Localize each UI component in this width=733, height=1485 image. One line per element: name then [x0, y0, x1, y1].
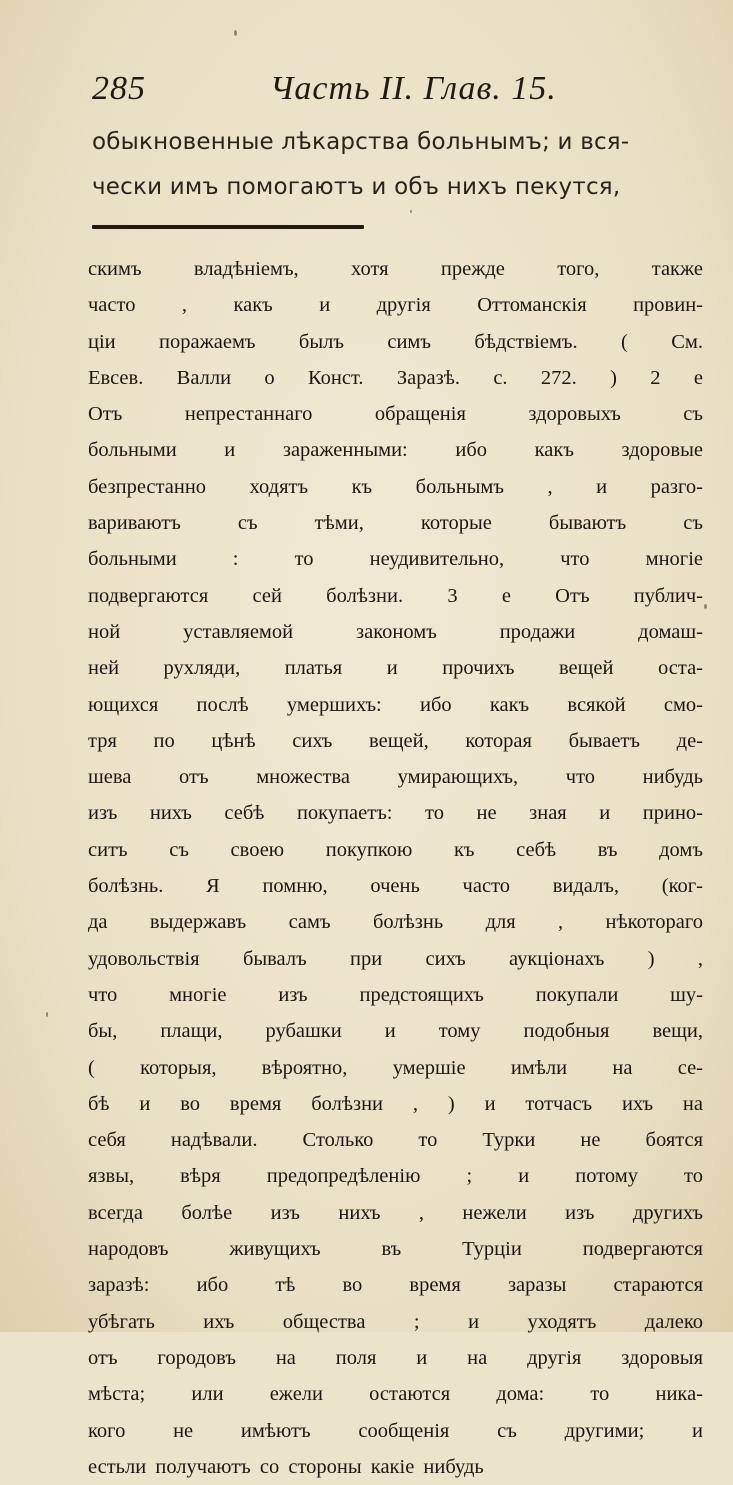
footnote-line: отъ городовъ на поля и на другія здоровыя	[88, 1346, 703, 1369]
footnote-line: язвы, вѣря предопредѣленію ; и потому то	[88, 1165, 703, 1188]
footnote-line: больными : то неудивительно, что многіе	[88, 548, 703, 571]
footnote-line: ( которыя, вѣроятно, умершіе имѣли на се-	[88, 1056, 703, 1079]
footnote-line: естьли получаютъ со стороны какіе нибудь	[88, 1455, 484, 1478]
footnote-line: ситъ съ своею покупкою къ себѣ въ домъ	[88, 838, 703, 861]
footnote-line: тря по цѣнѣ сихъ вещей, которая бываетъ де-	[88, 729, 703, 752]
footnote-line: безпрестанно ходятъ къ больнымъ , и разго-	[88, 475, 703, 498]
footnote-line: скимъ владѣніемъ, хотя прежде того, также	[88, 258, 703, 280]
main-text	[92, 120, 712, 210]
page-number: 285	[92, 70, 146, 107]
text-line: чески имъ помогаютъ и объ нихъ пекутся,	[92, 174, 621, 200]
footnote-line: часто , какъ и другія Оттоманскія провин-	[88, 294, 703, 317]
footnote-line: бѣ и во время болѣзни , ) и тотчасъ ихъ на	[88, 1092, 703, 1115]
text-line: обыкновенные лѣкарства больнымъ; и вся-	[92, 129, 630, 155]
footnote-line: Евсев. Валли о Конст. Заразѣ. с. 272. ) 2 е	[88, 366, 703, 389]
footnote-line: больными и зараженными: ибо какъ здоровые	[88, 439, 703, 462]
footnote-line: вариваютъ съ тѣми, которые бываютъ съ	[88, 512, 703, 535]
footnote-line: шева отъ множества умирающихъ, что нибудь	[88, 766, 703, 789]
footnote-line: себя надѣвали. Столько то Турки не боятся	[88, 1129, 703, 1152]
page-header	[92, 64, 592, 114]
paper-speck	[410, 210, 412, 213]
footnote-line: бы, плащи, рубашки и тому подобныя вещи,	[88, 1020, 703, 1043]
footnote-line: ней рухляди, платья и прочихъ вещей оста-	[88, 657, 703, 680]
footnote-line: ціи поражаемъ былъ симъ бѣдствіемъ. ( См.	[88, 330, 703, 353]
footnote-line: изъ нихъ себѣ покупаетъ: то не зная и прино-	[88, 802, 703, 825]
footnote-line: ющихся послѣ умершихъ: ибо какъ всякой смо-	[88, 693, 703, 716]
footnote-line: удовольствія бывалъ при сихъ аукціонахъ ) ,	[88, 947, 703, 970]
footnote-line: да выдержавъ самъ болѣзнь для , нѣкотораго	[88, 911, 703, 934]
footnote-line: мѣста; или ежели остаются дома: то ника-	[88, 1383, 703, 1406]
paper-speck	[704, 604, 707, 609]
footnote-line: болѣзнь. Я помню, очень часто видалъ, (ког-	[88, 875, 703, 898]
footnote-line: что многіе изъ предстоящихъ покупали шу-	[88, 983, 703, 1006]
footnote-separator-rule	[92, 225, 364, 229]
footnote-line: народовъ живущихъ въ Турціи подвергаются	[88, 1238, 703, 1261]
footnote-line: убѣгать ихъ общества ; и уходятъ далеко	[88, 1310, 703, 1333]
footnote-line: кого не имѣютъ сообщенія съ другими; и	[88, 1419, 703, 1442]
paper-speck	[46, 1012, 48, 1017]
footnote-line: Отъ непрестаннаго обращенія здоровыхъ съ	[88, 403, 703, 426]
footnote-line: заразѣ: ибо тѣ во время заразы стараются	[88, 1274, 703, 1297]
paper-speck	[234, 30, 237, 36]
footnote-line: всегда болѣе изъ нихъ , нежели изъ другихъ	[88, 1201, 703, 1224]
footnote-text	[88, 251, 703, 1485]
footnote-line: подвергаются сей болѣзни. 3 е Отъ публич-	[88, 584, 703, 607]
footnote-line: ной уставляемой закономъ продажи домаш-	[88, 620, 703, 643]
running-title: Часть II. Глав. 15.	[270, 70, 557, 107]
